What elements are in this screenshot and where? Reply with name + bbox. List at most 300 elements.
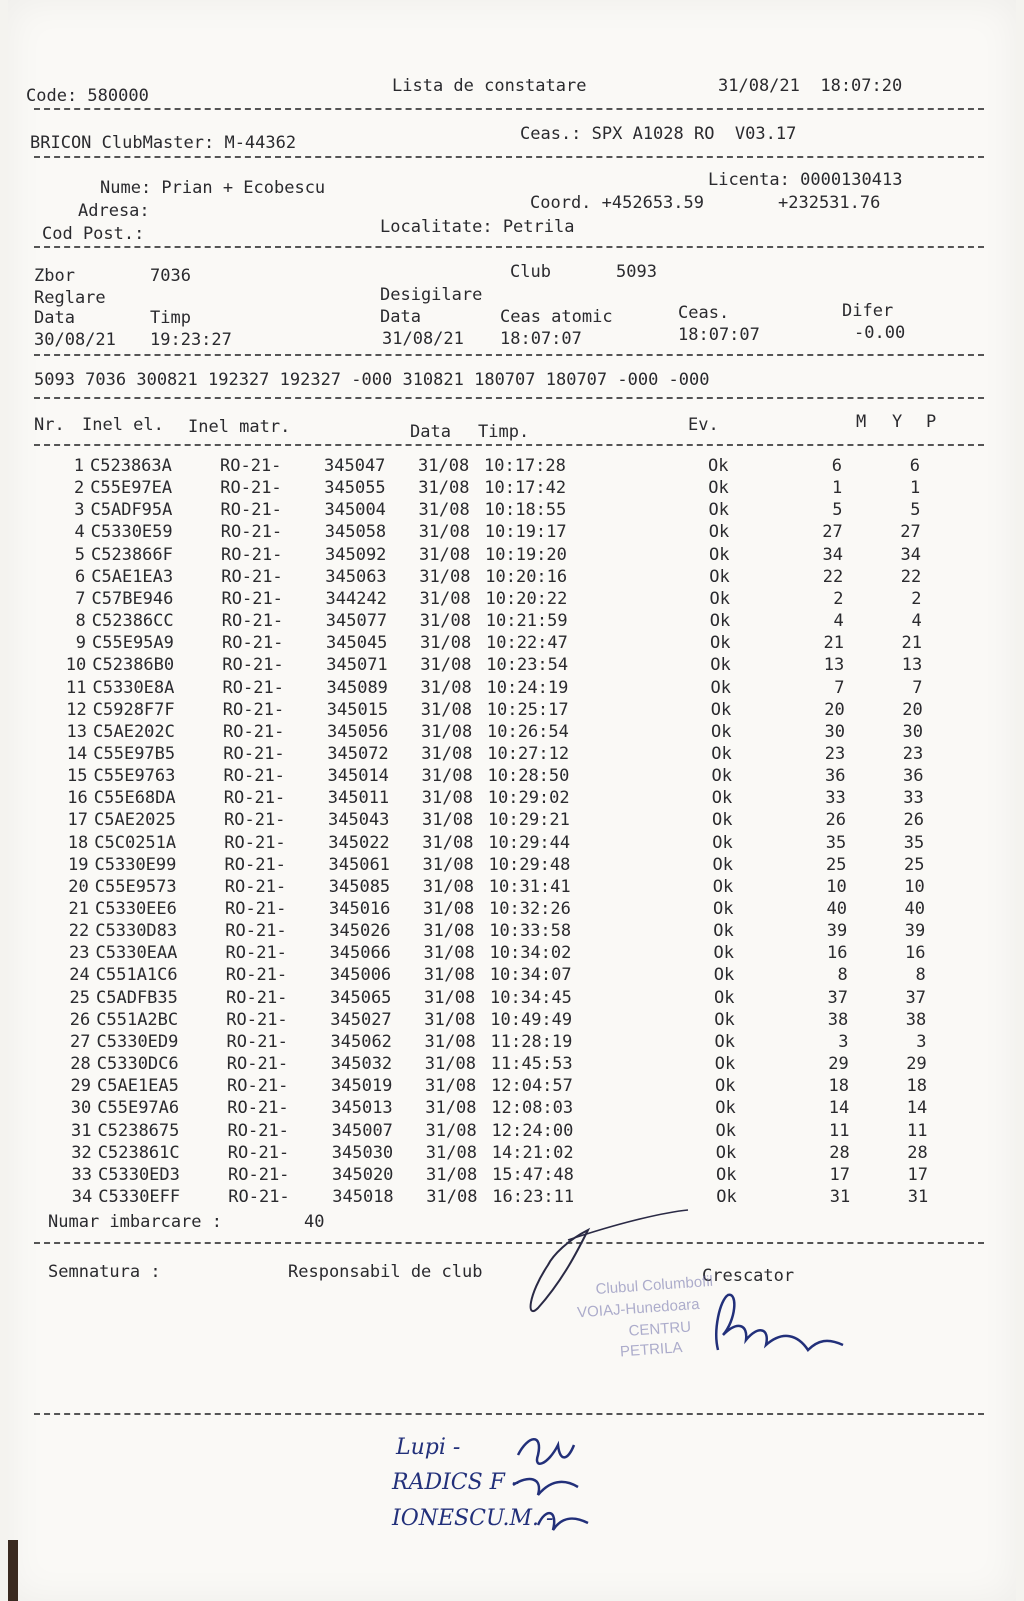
arrival-time: 12:24:00 [491,1120,574,1141]
event-status: Ok [712,810,733,831]
rank-y: 6 [909,456,920,476]
rank-m: 6 [831,456,842,476]
row-number: 1 [73,456,84,476]
event-status: Ok [715,1142,737,1163]
row-number: 12 [66,699,87,720]
arrival-date: 31/08 [419,544,471,565]
event-status: Ok [708,522,730,543]
ring-number: 344242 [325,588,387,609]
row-number: 21 [68,899,89,919]
arrival-time: 10:33:58 [489,921,572,942]
ring-number: 345014 [327,766,389,787]
rank-m: 5 [832,500,843,521]
arrival-date: 31/08 [419,611,471,632]
arrival-date: 31/08 [423,899,475,919]
arrival-time: 10:23:54 [486,655,569,676]
arrival-time: 10:21:59 [485,611,568,632]
atomic-clock-label: Ceas atomic [500,307,613,327]
arrival-time: 14:21:02 [491,1142,574,1163]
electronic-ring: C5AE1EA5 [97,1076,179,1097]
arrival-time: 10:20:22 [485,588,568,609]
electronic-ring: C5330EE6 [95,899,177,919]
ring-prefix: RO-21- [223,743,285,764]
rank-m: 25 [826,854,847,875]
rank-m: 10 [826,876,847,897]
row-number: 32 [71,1142,92,1163]
ring-prefix: RO-21- [228,1164,290,1185]
rank-y: 3 [916,1031,927,1052]
document-page [8,0,1016,1601]
event-status: Ok [708,500,729,521]
rank-y: 29 [906,1054,927,1075]
handwritten-note-2: RADICS F - [392,1470,520,1495]
rank-y: 39 [904,921,926,942]
ring-prefix: RO-21- [223,766,285,787]
rank-y: 2 [911,588,922,609]
rank-y: 33 [903,788,924,809]
electronic-ring: C551A1C6 [95,965,178,986]
ring-prefix: RO-21- [223,788,286,809]
event-status: Ok [710,699,732,720]
ring-number: 345016 [329,899,391,919]
row-number: 20 [68,876,89,897]
electronic-ring: C5AE2025 [94,810,176,831]
arrival-time: 10:34:02 [489,943,572,964]
arrival-date: 31/08 [423,943,475,964]
event-status: Ok [711,766,732,787]
rank-m: 34 [822,544,843,565]
table-row [13,898,1021,920]
table-row [10,588,1018,610]
arrival-time: 10:26:54 [487,721,569,742]
event-status: Ok [709,611,731,632]
electronic-ring: C523863A [90,456,172,476]
event-status: Ok [711,721,732,742]
event-status: Ok [712,832,733,853]
ring-prefix: RO-21- [227,1142,290,1163]
arrival-date: 31/08 [419,588,471,609]
rank-y: 36 [903,766,924,787]
clock-label: Ceas. [678,303,730,323]
boarding-count: 40 [304,1212,325,1232]
license-number: Licenta: 0000130413 [708,170,903,190]
arrival-time: 16:23:11 [492,1186,575,1207]
table-row [16,1142,1024,1164]
handwritten-initials-drawing [498,1415,638,1555]
ring-number: 345032 [330,1054,393,1075]
rank-y: 26 [903,810,924,831]
address-label: Adresa: [78,201,150,221]
club-label: Club [510,262,551,282]
arrival-date: 31/08 [424,987,476,1008]
document-title: Lista de constatare [392,76,587,96]
ring-prefix: RO-21- [221,611,284,632]
event-status: Ok [710,677,731,698]
event-status: Ok [711,788,733,809]
separator [34,397,984,399]
ring-number: 345092 [325,544,387,565]
rank-m: 7 [834,677,845,698]
rank-m: 20 [824,699,845,720]
rank-m: 37 [827,987,848,1008]
table-row [11,721,1019,743]
ring-number: 345013 [331,1098,393,1119]
arrival-time: 15:47:48 [492,1164,574,1185]
rank-m: 2 [833,588,844,609]
rank-m: 38 [827,1009,849,1030]
rank-y: 31 [907,1186,929,1207]
ring-prefix: RO-21- [224,832,286,853]
table-row [15,1097,1023,1119]
rank-y: 16 [905,943,926,964]
table-row [10,610,1018,632]
row-number: 14 [66,743,88,764]
electronic-ring: C5330EAA [95,943,178,964]
ring-prefix: RO-21- [220,478,282,499]
electronic-ring: C55E68DA [93,788,176,809]
arrival-date: 31/08 [422,854,474,875]
locality: Localitate: Petrila [380,217,575,237]
stamp-line: CENTRU [628,1318,692,1340]
row-number: 16 [67,788,88,809]
arrival-time: 10:32:26 [489,899,571,919]
arrival-date: 31/08 [418,456,470,476]
arrival-date: 31/08 [420,655,472,676]
arrival-time: 10:22:47 [486,633,568,654]
ring-prefix: RO-21- [224,876,287,897]
ring-number: 345027 [330,1009,392,1030]
event-status: Ok [713,899,734,919]
col-ev: Ev. [688,415,719,435]
report-datetime: 31/08/21 18:07:20 [718,76,903,96]
rank-y: 5 [910,500,921,521]
rank-m: 1 [832,478,843,499]
event-status: Ok [709,566,730,587]
ring-prefix: RO-21- [225,899,287,919]
rank-y: 20 [902,699,923,720]
col-inel-matr: Inel matr. [188,417,291,437]
ring-prefix: RO-21- [222,699,285,720]
ring-prefix: RO-21- [226,1054,289,1075]
arrival-date: 31/08 [421,788,473,809]
owner-name: Nume: Prian + Ecobescu [100,178,326,198]
ring-number: 345055 [324,478,386,499]
code-label: Code: 580000 [26,86,149,106]
ring-number: 345019 [331,1076,393,1097]
ring-prefix: RO-21- [221,588,283,609]
rank-m: 13 [823,655,845,676]
rank-m: 35 [825,832,847,853]
row-number: 28 [70,1054,91,1075]
ring-number: 345018 [332,1186,394,1207]
event-status: Ok [716,1164,737,1185]
ring-number: 345071 [326,655,388,676]
ring-prefix: RO-21- [220,522,283,543]
row-number: 6 [75,566,86,587]
event-status: Ok [710,633,731,654]
arrival-time: 10:19:20 [485,544,567,565]
event-status: Ok [714,1054,736,1075]
ring-number: 345045 [326,633,388,654]
arrival-date: 31/08 [424,1031,476,1052]
electronic-ring: C52386CC [91,611,174,632]
rank-m: 27 [822,522,843,543]
row-number: 11 [66,677,87,698]
table-row [11,743,1019,765]
separator [34,444,984,446]
electronic-ring: C5ADF95A [90,500,173,521]
ring-prefix: RO-21- [226,1031,288,1052]
electronic-ring: C5ADFB35 [96,987,178,1008]
table-row [9,566,1017,588]
arrival-time: 12:08:03 [491,1098,574,1119]
electronic-ring: C5928F7F [92,699,175,720]
row-number: 27 [70,1031,91,1052]
row-number: 26 [69,1009,91,1030]
rank-y: 21 [901,633,922,654]
arrival-time: 10:24:19 [486,677,569,698]
rank-y: 34 [900,544,921,565]
table-row [9,499,1017,521]
arrival-date: 31/08 [418,478,470,499]
rank-y: 25 [904,854,925,875]
electronic-ring: C52386B0 [92,655,175,676]
row-number: 29 [70,1076,91,1097]
event-status: Ok [713,921,734,942]
desigilare-atomic-time: 18:07:07 [500,329,582,349]
ring-number: 345062 [330,1031,392,1052]
rank-y: 1 [910,478,921,499]
rank-y: 4 [911,611,922,632]
electronic-ring: C523866F [91,544,173,565]
rank-m: 18 [828,1076,849,1097]
arrival-time: 10:31:41 [488,876,571,897]
ring-prefix: RO-21- [225,921,287,942]
col-y: Y [892,412,903,432]
ring-number: 345043 [328,810,390,831]
ring-number: 345066 [329,943,391,964]
table-row [12,832,1020,854]
ring-number: 345030 [331,1142,394,1163]
row-number: 24 [69,965,90,986]
ring-prefix: RO-21- [226,1009,288,1030]
table-row [13,854,1021,876]
arrival-time: 10:17:42 [484,478,567,499]
rank-y: 14 [906,1098,928,1119]
event-status: Ok [714,1009,735,1030]
ring-number: 345026 [329,921,391,942]
arrival-time: 10:49:49 [490,1009,573,1030]
row-number: 34 [71,1186,93,1207]
table-row [16,1164,1024,1186]
rank-m: 3 [838,1031,849,1052]
table-row [15,1075,1023,1097]
row-number: 30 [70,1098,92,1119]
separator [34,354,984,356]
table-row [9,544,1017,566]
arrival-date: 31/08 [420,677,472,698]
electronic-ring: C5330E59 [90,522,173,543]
rank-m: 23 [824,743,846,764]
rank-y: 17 [907,1164,928,1185]
row-number: 3 [74,500,85,521]
ring-number: 345089 [326,677,388,698]
rank-y: 23 [902,743,924,764]
rank-m: 40 [826,899,847,919]
electronic-ring: C5238675 [97,1120,180,1141]
row-number: 22 [68,921,90,942]
arrival-date: 31/08 [418,500,470,521]
rank-y: 10 [904,876,925,897]
ring-number: 345006 [329,965,392,986]
arrival-date: 31/08 [423,921,475,942]
row-number: 15 [67,766,88,787]
ring-prefix: RO-21- [224,810,286,831]
ring-prefix: RO-21- [222,677,284,698]
ring-number: 345077 [325,611,388,632]
event-status: Ok [712,854,733,875]
arrival-time: 10:18:55 [484,500,567,521]
rank-y: 11 [907,1120,928,1141]
ring-prefix: RO-21- [225,965,288,986]
ring-number: 345047 [324,456,386,476]
row-number: 23 [69,943,90,964]
event-status: Ok [713,943,734,964]
table-row [14,1009,1022,1031]
ring-number: 345085 [328,876,391,897]
ring-prefix: RO-21- [227,1076,289,1097]
rank-y: 13 [901,655,923,676]
table-row [10,632,1018,654]
ring-number: 345011 [327,788,390,809]
rank-m: 39 [826,921,848,942]
ring-number: 345061 [328,854,390,875]
arrival-time: 10:29:21 [488,810,570,831]
table-row [11,677,1019,699]
ring-number: 345065 [330,987,392,1008]
club-responsible-label: Responsabil de club [288,1262,483,1282]
signatures-drawing [508,1200,868,1390]
arrival-date: 31/08 [423,965,475,986]
ring-prefix: RO-21- [220,500,282,521]
arrival-date: 31/08 [422,810,474,831]
separator [34,108,984,110]
ring-prefix: RO-21- [227,1120,289,1141]
table-row [16,1120,1024,1142]
arrival-time: 10:27:12 [487,743,570,764]
ring-number: 345072 [327,743,389,764]
separator [34,156,984,158]
rank-y: 30 [902,721,923,742]
ring-prefix: RO-21- [228,1186,290,1207]
arrival-time: 10:25:17 [486,699,569,720]
electronic-ring: C5330ED9 [96,1031,179,1052]
electronic-ring: C55E9763 [93,766,176,787]
electronic-ring: C55E97B5 [93,743,176,764]
col-inel-el: Inel el. [82,415,164,435]
rank-m: 30 [824,721,845,742]
rank-m: 31 [829,1186,851,1207]
ring-number: 345020 [332,1164,394,1185]
rank-y: 35 [903,832,925,853]
row-number: 17 [67,810,88,831]
col-m: M [856,412,867,432]
reglare-label: Reglare [34,288,106,308]
arrival-date: 31/08 [418,522,470,543]
row-number: 13 [66,721,87,742]
event-status: Ok [708,478,729,499]
rank-y: 38 [905,1009,927,1030]
arrival-date: 31/08 [422,876,474,897]
rank-m: 21 [823,633,844,654]
ring-number: 345063 [325,566,387,587]
arrival-date: 31/08 [421,743,473,764]
rank-y: 8 [915,965,926,986]
electronic-ring: C5330D83 [95,921,178,942]
col-nr: Nr. [34,415,65,435]
electronic-ring: C55E95A9 [92,633,174,654]
event-status: Ok [710,655,731,676]
ring-prefix: RO-21- [224,854,286,875]
row-number: 9 [75,633,86,654]
electronic-ring: C55E97EA [90,478,173,499]
arrival-time: 11:28:19 [490,1031,573,1052]
arrival-time: 10:29:48 [488,854,571,875]
rank-y: 40 [904,899,925,919]
ring-prefix: RO-21- [225,943,287,964]
row-number: 2 [74,478,85,499]
ring-prefix: RO-21- [222,655,284,676]
flight-number: 7036 [150,266,191,286]
rank-y: 22 [900,566,922,587]
ring-number: 345056 [327,721,389,742]
rank-m: 11 [829,1120,850,1141]
arrival-time: 10:19:17 [484,522,567,543]
desigilare-label: Desigilare [380,285,483,305]
table-row [8,477,1016,499]
arrival-date: 31/08 [425,1076,477,1097]
col-p: P [926,412,937,432]
row-number: 7 [75,588,86,609]
electronic-ring: C523861C [97,1142,180,1163]
ring-prefix: RO-21- [221,566,283,587]
arrival-time: 12:04:57 [491,1076,573,1097]
event-status: Ok [712,876,734,897]
table-row [12,787,1020,809]
electronic-ring: C55E9573 [94,876,177,897]
event-status: Ok [716,1186,737,1207]
scan-edge [8,1540,18,1601]
rank-m: 17 [829,1164,850,1185]
rank-m: 36 [825,766,846,787]
arrival-date: 31/08 [421,766,473,787]
arrival-time: 10:34:45 [490,987,572,1008]
separator [34,246,984,248]
rank-m: 8 [837,965,848,986]
reglare-time-label: Timp [150,308,191,328]
rank-y: 7 [912,677,923,698]
row-number: 10 [65,655,87,676]
row-number: 8 [75,611,86,632]
ring-prefix: RO-21- [227,1098,289,1119]
boarding-count-label: Numar imbarcare : [48,1212,222,1232]
electronic-ring: C5330E8A [92,677,175,698]
ring-prefix: RO-21- [226,987,288,1008]
ring-prefix: RO-21- [223,721,285,742]
table-row [9,521,1017,543]
electronic-ring: C5C0251A [94,832,177,853]
event-status: Ok [711,743,732,764]
